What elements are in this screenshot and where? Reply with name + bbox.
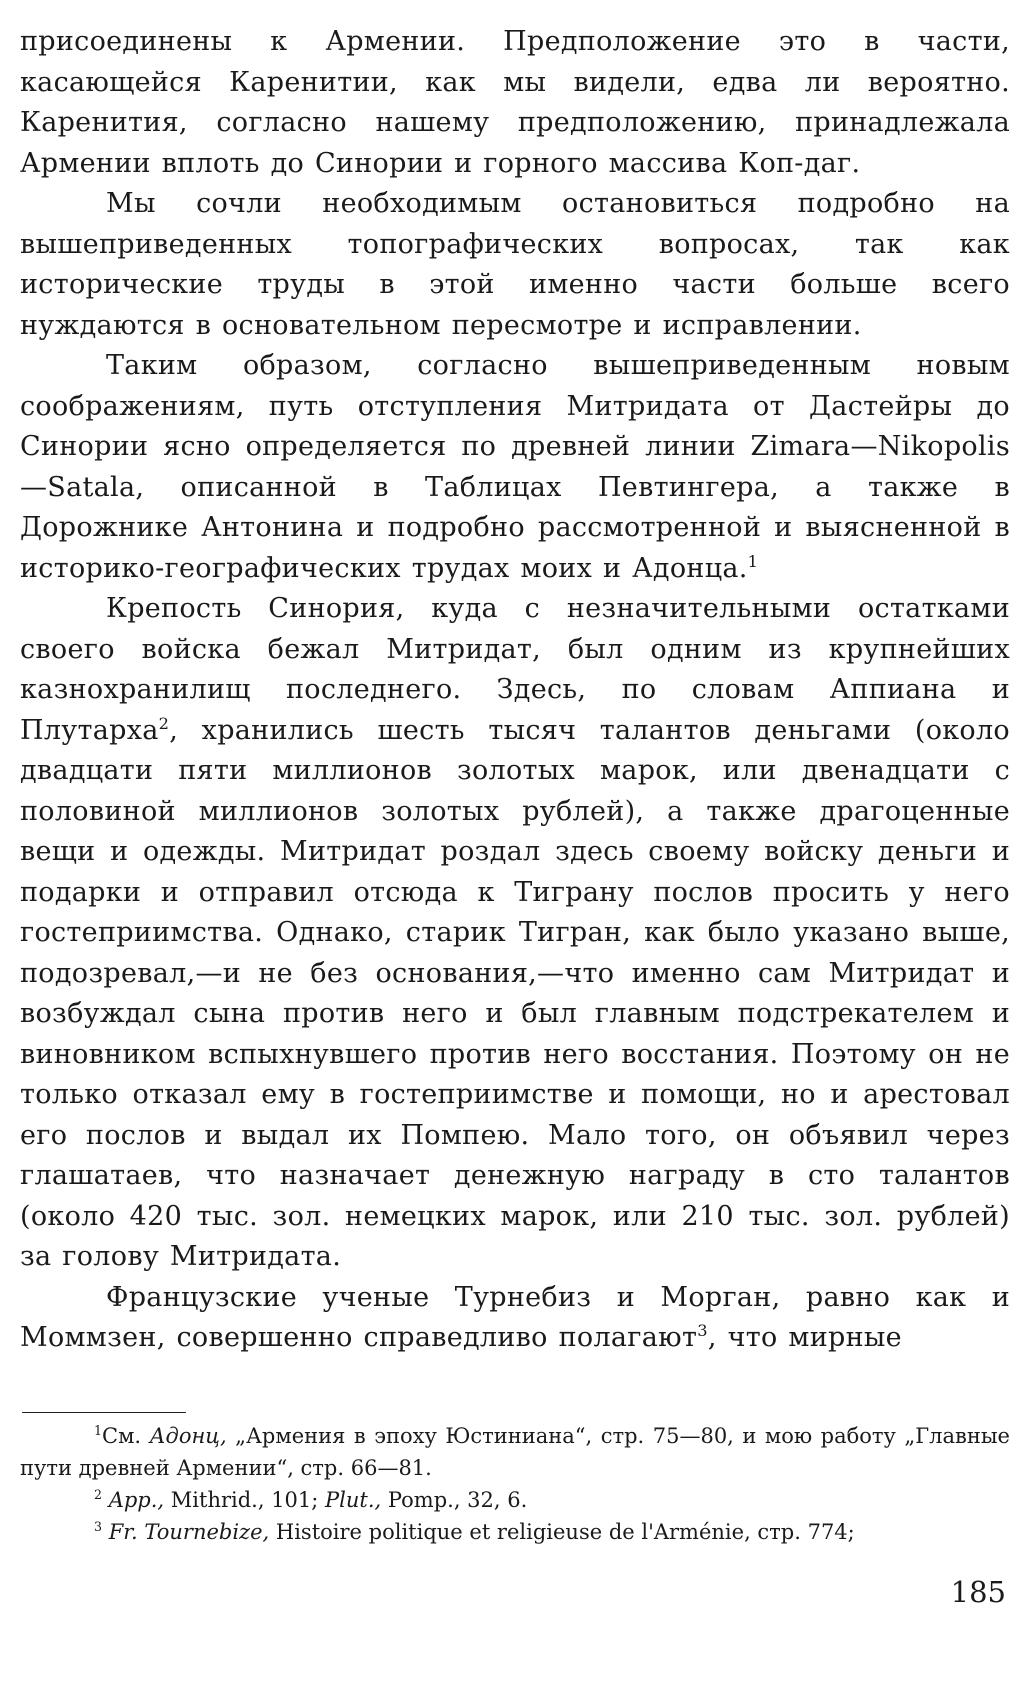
paragraph-5	[20, 1278, 1010, 1359]
paragraph-1	[20, 22, 1010, 184]
paragraph-4-text-a: Крепость Синория, куда с незначительными остатками своего войска бежал Митридат, был одним из крупнейших казнохранилищ последнего. Здесь, по словам Аппиана и Плутарха	[20, 593, 1010, 746]
footnote-2	[20, 1484, 1010, 1516]
footnote-2-mark: 2	[94, 1487, 103, 1502]
footnote-3-mark: 3	[94, 1519, 103, 1534]
footnote-2-text-b: Pomp., 32, 6.	[381, 1488, 528, 1512]
footnote-2-source-b: Plut.,	[325, 1488, 382, 1512]
footnote-divider	[22, 1412, 186, 1413]
paragraph-2	[20, 184, 1010, 346]
main-text	[20, 22, 1010, 1359]
footnote-ref-2: 2	[158, 713, 170, 733]
footnotes	[20, 1420, 1010, 1548]
footnote-1	[20, 1420, 1010, 1484]
footnote-3	[20, 1516, 1010, 1548]
footnote-ref-1: 1	[747, 551, 759, 571]
page-body	[20, 22, 1010, 1359]
footnote-1-author: Адонц,	[149, 1424, 227, 1448]
footnote-1-mark: 1	[94, 1423, 103, 1438]
paragraph-3	[20, 346, 1010, 589]
footnote-3-author: Fr. Tournebize,	[108, 1520, 270, 1544]
footnote-1-pre: См.	[102, 1424, 150, 1448]
paragraph-4	[20, 589, 1010, 1278]
paragraph-4-text-b: , хранились шесть тысяч талантов деньгами (около двадцати пяти миллионов золотых марок, или двенадцати с половиной миллионов золотых рублей), а также драгоценные вещи и одежды. Митридат роздал здесь своему войску деньги и подарки и отправил отсюда к Тиграну послов просить у него гостеприимства. Однако, старик Тигран, как было указано выше, подозревал,—и не без основания,—что именно сам Митридат и возбуждал сына против него и был главным подстрекателем и виновником вспыхнувшего против него восстания. Поэтому он не только отказал ему в гостеприимстве и помощи, но и арестовал его послов и выдал их Помпею. Мало того, он объявил через глашатаев, что назначает денежную награду в сто талантов (около 420 тыс. зол. немецких марок, или 210 тыс. зол. рублей) за голову Митридата.	[20, 714, 1010, 1272]
paragraph-1-text: присоединены к Армении. Предположение это в части, касающейся Каренитии, как мы видели, едва ли вероятно. Каренития, согласно нашему предположению, принадлежала Армении вплоть до Синории и горного массива Коп-даг.	[20, 26, 1010, 179]
footnote-2-text-a: Mithrid., 101;	[164, 1488, 326, 1512]
footnote-2-source-a: App.,	[108, 1488, 165, 1512]
paragraph-5-text-b: , что мирные	[707, 1322, 902, 1353]
paragraph-3-text: Таким образом, согласно вышеприведенным новым соображениям, путь отступления Митридата от Дастейры до Синории ясно определяется по древней линии Zimara—Nikopolis—Satala, описанной в Таблицах Певтингера, а также в Дорожнике Антонина и подробно рассмотренной и выясненной в историко-географических трудах моих и Адонца.	[20, 350, 1010, 584]
footnote-1-text: „Армения в эпоху Юстиниана“, стр. 75—80, и мою работу „Главные пути древней Армении“, стр. 66—81.	[20, 1424, 1010, 1480]
page-number: 185	[950, 1575, 1006, 1609]
footnote-3-text: Histoire politique et religieuse de l'Arménie, стр. 774;	[269, 1520, 855, 1544]
footnote-ref-3: 3	[697, 1321, 708, 1340]
paragraph-2-text: Мы сочли необходимым остановиться подробно на вышеприведенных топографических вопросах, так как исторические труды в этой именно части больше всего нуждаются в основательном пересмотре и исправлении.	[20, 188, 1010, 341]
paragraph-5-text-a: Французские ученые Турнебиз и Морган, равно как и Моммзен, совершенно справедливо полагают	[20, 1281, 1010, 1353]
